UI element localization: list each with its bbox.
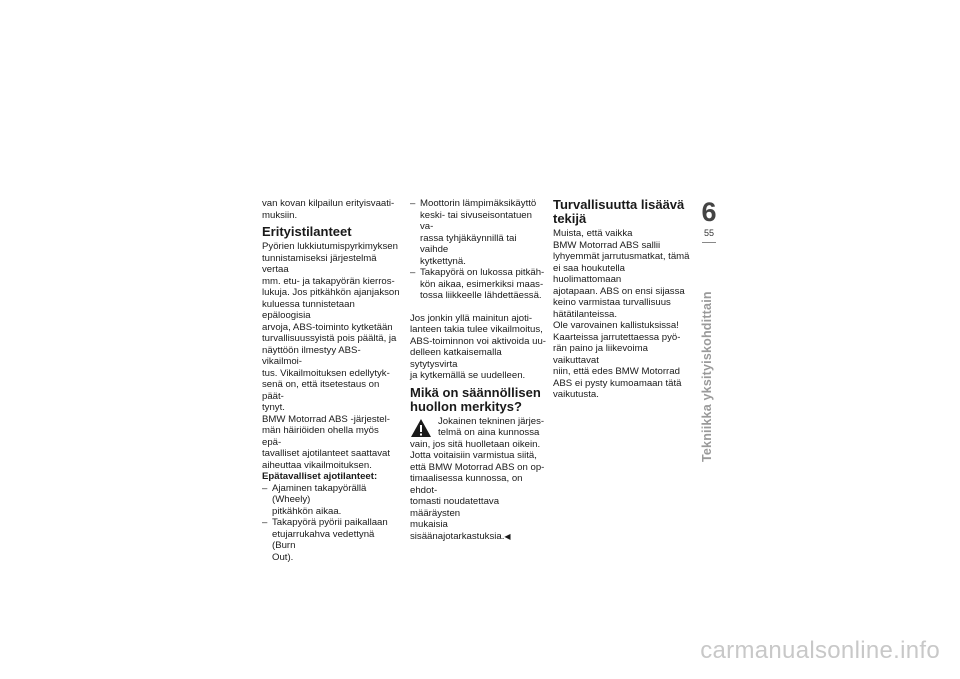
list-item-line: pitkähkön aikaa. [272,505,342,517]
body-line: ABS ei pysty kumoamaan tätä [553,377,682,389]
list-item-line: etujarrukahva vedettynä (Burn [272,528,375,551]
list-item-line: kytkettynä. [420,255,466,267]
body-line: Jos jonkin yllä mainitun ajoti- [410,312,533,324]
column-2 [410,198,546,542]
body-line: aiheuttaa vikailmoituksen. [262,459,372,471]
body-line: turvallisuussyistä pois päältä, ja [262,333,397,344]
list-item [410,198,546,267]
body-line: tynyt. [262,402,285,413]
list-item-line: Moottorin lämpimäksikäyttö [420,198,537,209]
warning-line: telmä on aina kunnossa [438,427,540,438]
list-item [410,267,546,302]
body-line: timaalisessa kunnossa, on ehdot- [410,473,523,496]
section-heading-special-situations: Erityistilanteet [262,224,352,239]
list-item-line: Takapyörä pyörii paikallaan [272,517,388,528]
body-line: Ole varovainen kallistuksissa! [553,320,679,331]
body-line: Kaarteissa jarrutettaessa pyö- [553,331,681,343]
body-line: kuluessa tunnistetaan epäloogisia [262,298,355,321]
body-line: niin, että edes BMW Motorrad [553,366,680,377]
chapter-title-vertical: Tekniikka yksityiskohdittain [700,291,714,462]
body-line: Jotta voitaisiin varmistua siitä, [410,450,537,461]
dash-bullet: – [262,517,268,528]
body-line: Muista, että vaikka [553,228,633,239]
subheading-unusual-situations: Epätavalliset ajotilanteet: [262,471,378,482]
body-line: vaikutusta. [553,389,599,400]
list-item-line: Ajaminen takapyörällä (Wheely) [272,482,367,505]
body-line: Pyörien lukkiutumispyrkimyksen [262,241,398,252]
heading-line: Mikä on säännöllisen [410,384,541,400]
body-line: tavalliset ajotilanteet saattavat [262,448,390,459]
body-line: BMW Motorrad ABS -järjestel- [262,413,390,425]
list-item-line: kön aikaa, esimerkiksi maas- [420,278,544,290]
body-line: BMW Motorrad ABS sallii [553,239,661,251]
body-line: että BMW Motorrad ABS on op- [410,461,545,473]
chapter-number: 6 [701,197,717,227]
warning-block [410,416,546,439]
column-3 [553,198,691,401]
list-item-line: keski- tai sivuseisontatuen va- [420,209,532,232]
body-line: lanteen takia tulee vikailmoitus, [410,324,543,335]
body-line: rän paino ja liikevoima vaikuttavat [553,343,648,366]
end-mark-icon: ◀ [504,531,511,541]
dash-bullet: – [410,267,416,278]
body-line: vain, jos sitä huolletaan oikein. [410,438,541,450]
heading-line: tekijä [553,211,587,226]
body-line-text: mukaisia sisäänajotarkastuksia. [410,519,505,542]
heading-line: Turvallisuutta lisäävä [553,197,685,212]
body-line: näyttöön ilmestyy ABS-vikailmoi- [262,344,361,367]
body-line: ABS-toiminnon voi aktivoida uu- [410,335,546,347]
column-1 [262,198,400,563]
body-line: lukuja. Jos pitkähkön ajanjakson [262,287,400,298]
body-line: ja kytkemällä se uudelleen. [410,370,526,381]
body-line: tunnistamiseksi järjestelmä vertaa [262,252,377,275]
list-item [262,517,400,563]
intro-line: van kovan kilpailun erityisvaati- [262,198,395,209]
body-line: delleen katkaisemalla sytytysvirta [410,347,502,370]
body-line: ajotapaan. ABS on ensi sijassa [553,285,685,297]
body-line: tomasti noudatettava määräysten [410,496,500,519]
list-item-line: Out). [272,551,294,563]
list-item-line: rassa tyhjäkäynnillä tai vaihde [420,232,517,255]
body-line: ei saa houkutella huolimattomaan [553,262,626,285]
body-line: senä on, että itsetestaus on päät- [262,379,380,402]
chapter-divider [702,242,716,243]
watermark-text: carmanualsonline.info [700,637,940,664]
list-item-line: Takapyörä on lukossa pitkäh- [420,267,545,278]
heading-line: huollon merkitys? [410,398,522,414]
section-heading-safety [553,198,691,226]
body-line-last [410,519,546,542]
body-line: arvoja, ABS-toiminto kytketään [262,321,393,333]
section-heading-maintenance [410,386,546,414]
body-line: hätätilanteissa. [553,308,617,320]
list-item-line: tossa liikkeelle lähdettäessä. [420,290,542,301]
body-line: keino varmistaa turvallisuus [553,297,671,308]
body-line: män häiriöiden ohella myös epä- [262,425,379,448]
warning-line: Jokainen tekninen järjes- [438,415,545,427]
body-line: tus. Vikailmoituksen edellytyk- [262,367,390,379]
list-item [262,483,400,518]
intro-line: muksiin. [262,209,298,221]
dash-bullet: – [410,198,416,209]
warning-triangle-icon [410,418,432,438]
body-line: mm. etu- ja takapyörän kierros- [262,275,395,287]
dash-bullet: – [262,482,268,494]
body-line: lyhyemmät jarrutusmatkat, tämä [553,251,690,262]
page-number: 55 [703,228,714,238]
